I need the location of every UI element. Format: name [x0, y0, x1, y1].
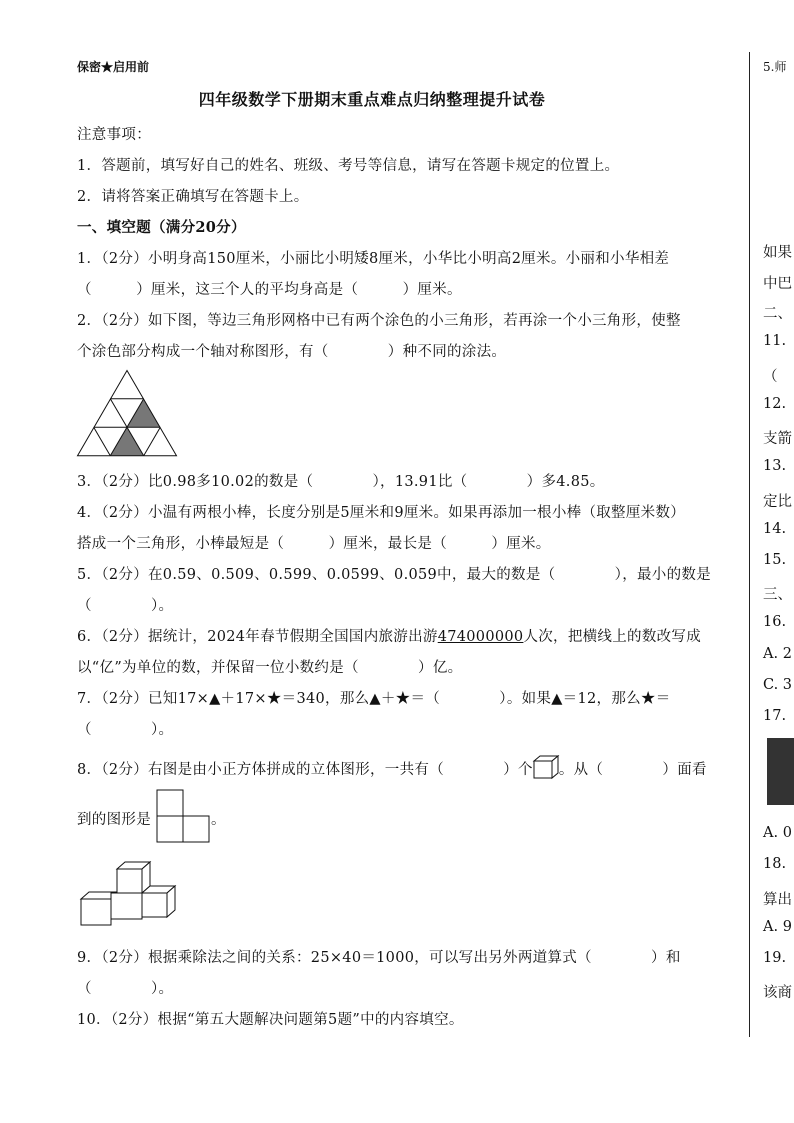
right-col-line: A. 0: [763, 825, 792, 841]
right-col-line: 13.: [763, 458, 787, 474]
right-col-line: 11.: [763, 333, 787, 349]
right-col-line: C. 3: [763, 677, 793, 693]
question-8-line-2-suffix: 。: [211, 812, 226, 828]
triangle-grid-figure: [77, 370, 177, 456]
question-9-line-2: （ ）。: [77, 981, 174, 997]
small-cube-icon: [533, 755, 559, 779]
right-col-line: 三、: [763, 587, 792, 603]
question-10: 10．（2分）根据“第五大题解决问题第5题”中的内容填空。: [77, 1012, 464, 1028]
right-col-line: A. 2: [763, 646, 792, 662]
front-view-shape: [156, 789, 210, 843]
right-col-line: 该商: [763, 985, 792, 1001]
right-col-line: 14.: [763, 521, 787, 537]
page-title: 四年级数学下册期末重点难点归纳整理提升试卷: [198, 90, 546, 109]
right-col-line: 二、: [763, 306, 792, 322]
question-3: 3．（2分）比0.98多10.02的数是（ ），13.91比（ ）多4.85。: [77, 474, 605, 490]
right-col-line: 16.: [763, 614, 787, 630]
question-7-line-2: （ ）。: [77, 722, 174, 738]
right-col-line: （: [763, 369, 778, 385]
right-col-line: 中巴: [763, 276, 792, 292]
shaded-triangle-lower: [110, 427, 143, 455]
question-5-line-1: 5．（2分）在0.59、0.509、0.599、0.0599、0.059中，最大的数是（ ），最小的数是: [77, 567, 711, 583]
question-9-line-1: 9．（2分）根据乘除法之间的关系：25×40＝1000，可以写出另外两道算式（ ）和: [77, 950, 681, 966]
right-col-dark-image: [767, 738, 794, 805]
right-col-top: 5.师: [763, 60, 787, 74]
question-6-underlined-number: 474000000: [437, 629, 524, 645]
question-5-line-2: （ ）。: [77, 598, 174, 614]
question-8-line-2-prefix: 到的图形是: [77, 812, 151, 828]
shaded-triangle-upper: [127, 399, 160, 428]
question-6-prefix: 6．（2分）据统计，2024年春节假期全国国内旅游出游: [77, 629, 438, 645]
section-title-fill-in: 一、填空题（满分20分）: [77, 219, 246, 236]
right-col-line: 18.: [763, 856, 787, 872]
question-2-line-2: 个涂色部分构成一个轴对称图形，有（ ）种不同的涂法。: [77, 344, 507, 360]
right-col-line: 定比: [763, 494, 792, 510]
cube-stack-figure: [80, 860, 176, 926]
question-8-prefix: 8．（2分）右图是由小正方体拼成的立体图形，一共有（ ）个: [77, 762, 533, 778]
right-col-line: 如果: [763, 245, 792, 261]
right-col-line: 算出: [763, 892, 792, 908]
notes-item-1: 1．答题前，填写好自己的姓名、班级、考号等信息，请写在答题卡规定的位置上。: [77, 158, 620, 174]
question-4-line-2: 搭成一个三角形，小棒最短是（ ）厘米，最长是（ ）厘米。: [77, 536, 551, 552]
question-8-line-1: [77, 755, 707, 779]
question-6-line-2: 以“亿”为单位的数，并保留一位小数约是（ ）亿。: [77, 660, 463, 676]
right-col-line: A. 9: [763, 919, 792, 935]
right-col-line: 17.: [763, 708, 787, 724]
question-6-line-1: [77, 625, 701, 646]
question-8-suffix: 。从（ ）面看: [558, 762, 707, 778]
notes-title: 注意事项：: [77, 127, 151, 143]
right-col-line: 19.: [763, 950, 787, 966]
confidential-label: 保密★启用前: [77, 60, 150, 74]
question-7-line-1: 7．（2分）已知17×▲＋17×★＝340，那么▲＋★＝（ ）。如果▲＝12，那么★＝: [77, 691, 671, 707]
question-1-line-2: （ ）厘米，这三个人的平均身高是（ ）厘米。: [77, 282, 462, 298]
right-col-line: 支箭: [763, 431, 792, 447]
question-4-line-1: 4．（2分）小温有两根小棒，长度分别是5厘米和9厘米。如果再添加一根小棒（取整厘米数）: [77, 505, 686, 521]
right-col-line: 12.: [763, 396, 787, 412]
notes-item-2: 2．请将答案正确填写在答题卡上。: [77, 189, 309, 205]
right-col-line: 15.: [763, 552, 787, 568]
question-6-suffix: 人次，把横线上的数改写成: [523, 629, 702, 645]
question-2-line-1: 2．（2分）如下图，等边三角形网格中已有两个涂色的小三角形，若再涂一个小三角形，使整: [77, 313, 681, 329]
column-divider: [749, 52, 750, 1037]
question-1-line-1: 1．（2分）小明身高150厘米，小丽比小明矮8厘米，小华比小明高2厘米。小丽和小华相差: [77, 251, 670, 267]
